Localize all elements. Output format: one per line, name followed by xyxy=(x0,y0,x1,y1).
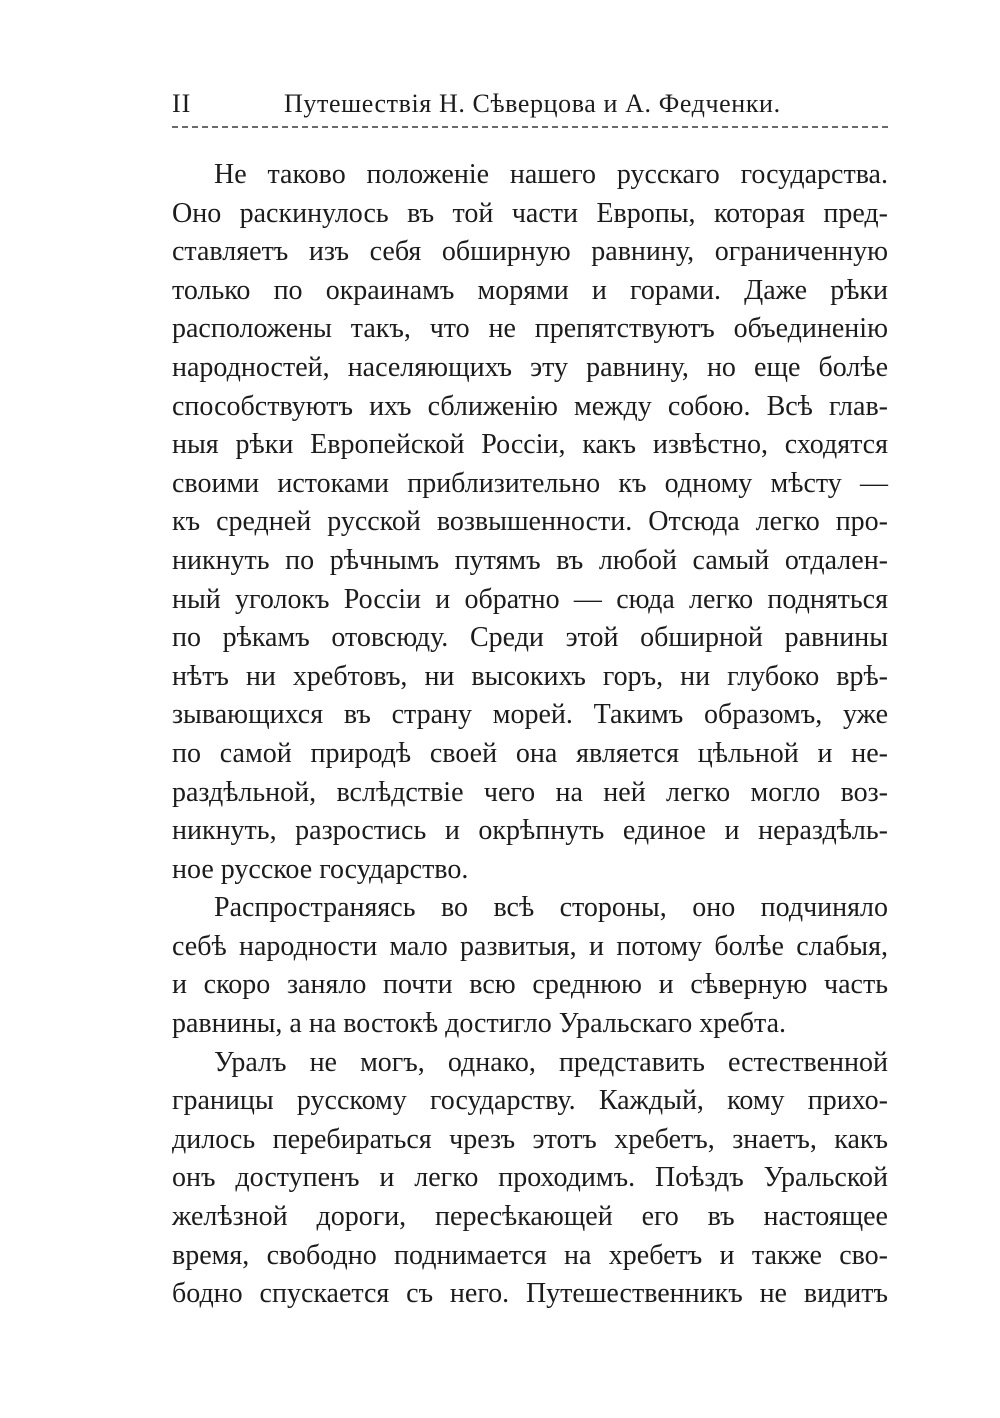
text-line: онъ доступенъ и легко проходимъ. Поѣздъ Уральской xyxy=(172,1162,888,1194)
text-line: по самой природѣ своей она является цѣльной и не- xyxy=(172,737,888,769)
text-line: своими истоками приблизительно къ одному мѣсту — xyxy=(172,467,888,499)
header-rule xyxy=(172,126,888,128)
text-line: Распространяясь во всѣ стороны, оно подчиняло xyxy=(214,892,888,924)
paragraph xyxy=(172,1044,888,1314)
text-line: Не таково положеніе нашего русскаго государства. xyxy=(214,159,888,190)
paragraph xyxy=(172,889,888,1043)
text-line: къ средней русской возвышенности. Отсюда легко про- xyxy=(172,506,888,538)
text-line: равнины, а на востокѣ достигло Уральскаго хребта. xyxy=(172,1008,786,1040)
text-line: ныя рѣки Европейской Россіи, какъ извѣстно, сходятся xyxy=(172,429,888,461)
text-line: себѣ народности мало развитыя, и потому болѣе слабыя, xyxy=(172,930,888,962)
text-line: никнуть, разростись и окрѣпнуть единое и нераздѣль- xyxy=(172,815,888,847)
text-line: способствуютъ ихъ сближенію между собою. Всѣ глав- xyxy=(172,390,888,422)
text-line: время, свободно поднимается на хребетъ и также сво- xyxy=(172,1239,888,1271)
text-line: желѣзной дороги, пересѣкающей его въ настоящее xyxy=(172,1201,888,1233)
text-line: бодно спускается съ него. Путешественникъ не видитъ xyxy=(172,1278,888,1310)
text-line: и скоро заняло почти всю среднюю и сѣверную часть xyxy=(172,969,888,1001)
text-line: ставляетъ изъ себя обширную равнину, ограниченную xyxy=(172,236,888,268)
text-line: Оно раскинулось въ той части Европы, которая пред- xyxy=(172,197,888,229)
running-head-title: Путешествія Н. Сѣверцова и А. Федченки. xyxy=(284,89,781,118)
text-line: по рѣкамъ отовсюду. Среди этой обширной равнины xyxy=(172,622,888,654)
text-line: Уралъ не могъ, однако, представить естественной xyxy=(214,1046,888,1078)
paragraph xyxy=(172,156,888,889)
text-line: расположены такъ, что не препятствуютъ объединенію xyxy=(172,313,888,345)
text-line: ный уголокъ Россіи и обратно — сюда легко подняться xyxy=(172,583,888,615)
text-line: ное русское государство. xyxy=(172,853,469,885)
text-line: зывающихся въ страну морей. Такимъ образомъ, уже xyxy=(172,699,888,731)
text-line: дилось перебираться чрезъ этотъ хребетъ, знаетъ, какъ xyxy=(172,1123,888,1155)
text-line: никнуть по рѣчнымъ путямъ въ любой самый отдален- xyxy=(172,544,888,576)
body-text xyxy=(172,156,888,1314)
text-line: только по окраинамъ морями и горами. Даже рѣки xyxy=(172,274,888,306)
text-line: раздѣльной, вслѣдствіе чего на ней легко могло воз- xyxy=(172,776,888,808)
text-line: нѣтъ ни хребтовъ, ни высокихъ горъ, ни глубоко врѣ- xyxy=(172,660,888,692)
text-line: границы русскому государству. Каждый, кому прихо- xyxy=(172,1085,888,1117)
text-line: народностей, населяющихъ эту равнину, но еще болѣе xyxy=(172,351,888,383)
running-head xyxy=(172,84,888,124)
page-number: II xyxy=(172,89,192,118)
